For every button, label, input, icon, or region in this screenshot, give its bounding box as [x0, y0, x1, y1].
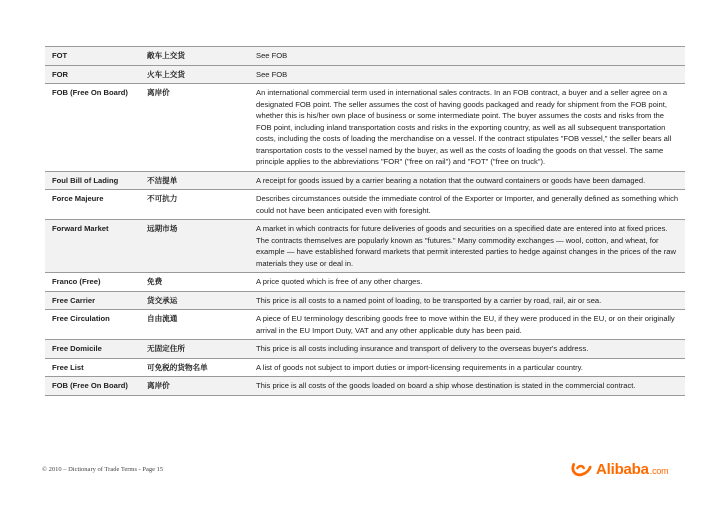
term-cell: Free Domicile: [52, 344, 102, 353]
table-row: [45, 359, 685, 378]
page-footer: © 2010 – Dictionary of Trade Terms - Page 15: [42, 466, 164, 473]
table-row: [45, 340, 685, 359]
table-row: [45, 47, 685, 66]
glossary-table: [45, 46, 685, 396]
chinese-term-cell: 离岸价: [147, 88, 170, 97]
chinese-term-cell: 火车上交货: [147, 69, 185, 79]
table-row: [45, 190, 685, 220]
table-row: [45, 84, 685, 172]
definition-cell: A price quoted which is free of any other charges.: [256, 277, 423, 286]
table-row: [45, 66, 685, 85]
term-cell: Forward Market: [52, 224, 109, 233]
definition-cell: An international commercial term used in international sales contracts. In an FOB contract, a buyer and a seller agree on a designated FOB point. The seller assumes the cost of having goods packaged and ready for shipment from the FOB point, whether this is his/her own place of business or some intermediate point. The buyer assumes the costs and risks from the FOB point, including inland transportation costs and risks in the exporting country, as well as all subsequent transportation costs, including the costs of loading the merchandise on a vessel. If the contract stipulates "FOB vessel," the seller bears all transportation costs to the vessel named by the buyer, as well as the costs of loading the goods on that vessel. The same principle applies to the abbreviations "FOR" ("free on rail") and "FOT" ("free on truck").: [256, 88, 672, 166]
term-cell: Franco (Free): [52, 277, 101, 286]
definition-cell: A piece of EU terminology describing goods free to move within the EU, if they were produced in the EU, or on their originally arrival in the EU Import Duty, VAT and any other applicable duty has been paid.: [256, 314, 675, 335]
term-cell: Free Carrier: [52, 295, 96, 305]
definition-cell: This price is all costs of the goods loaded on board a ship whose destination is stated in the commercial contract.: [256, 381, 636, 390]
term-cell: Foul Bill of Lading: [52, 175, 119, 185]
alibaba-logo: [570, 458, 668, 480]
table-row: [45, 273, 685, 292]
chinese-term-cell: 不洁提单: [147, 175, 178, 185]
table-row: [45, 220, 685, 273]
chinese-term-cell: 可免税的货物名单: [147, 362, 208, 372]
term-cell: FOB (Free On Board): [52, 88, 128, 97]
chinese-term-cell: 不可抗力: [147, 194, 178, 203]
term-cell: FOB (Free On Board): [52, 381, 128, 390]
chinese-term-cell: 货交承运: [147, 295, 178, 305]
term-cell: Free List: [52, 362, 84, 372]
table-row: [45, 292, 685, 311]
definition-cell: A market in which contracts for future deliveries of goods and securities on a specified date are entered into at fixed prices. The contracts themselves are popularly known as "futures." Many commodity exchanges — wool, cotton, and wheat, for example — have established forward markets that permit interested parties to hedge against changes in the prices of the raw materials they use or deal in.: [256, 224, 676, 268]
chinese-term-cell: 无固定住所: [147, 344, 185, 353]
table-row: [45, 377, 685, 396]
definition-cell: Describes circumstances outside the immediate control of the Exporter or Importer, and generally defined as something which could not have been anticipated even with foresight.: [256, 194, 679, 215]
table-row: [45, 172, 685, 191]
definition-cell: This price is all costs to a named point of loading, to be transported by a carrier by road, rail, air or sea.: [256, 295, 602, 305]
term-cell: Force Majeure: [52, 194, 104, 203]
chinese-term-cell: 离岸价: [147, 381, 170, 390]
definition-cell: See FOB: [256, 51, 288, 60]
definition-cell: A receipt for goods issued by a carrier bearing a notation that the outward containers or goods have been damaged.: [256, 175, 646, 185]
table-row: [45, 310, 685, 340]
definition-cell: A list of goods not subject to import duties or import-licensing requirements in a particular country.: [256, 362, 583, 372]
term-cell: Free Circulation: [52, 314, 110, 323]
chinese-term-cell: 自由流通: [147, 314, 178, 323]
alibaba-smile-icon: [570, 458, 592, 480]
definition-cell: See FOB: [256, 69, 288, 79]
term-cell: FOR: [52, 69, 69, 79]
chinese-term-cell: 远期市场: [147, 224, 178, 233]
chinese-term-cell: 敞车上交货: [147, 51, 185, 60]
term-cell: FOT: [52, 51, 68, 60]
definition-cell: This price is all costs including insurance and transport of delivery to the overseas buyer's address.: [256, 344, 589, 353]
logo-wordmark: Alibaba.com: [596, 460, 669, 478]
chinese-term-cell: 免费: [147, 277, 163, 286]
